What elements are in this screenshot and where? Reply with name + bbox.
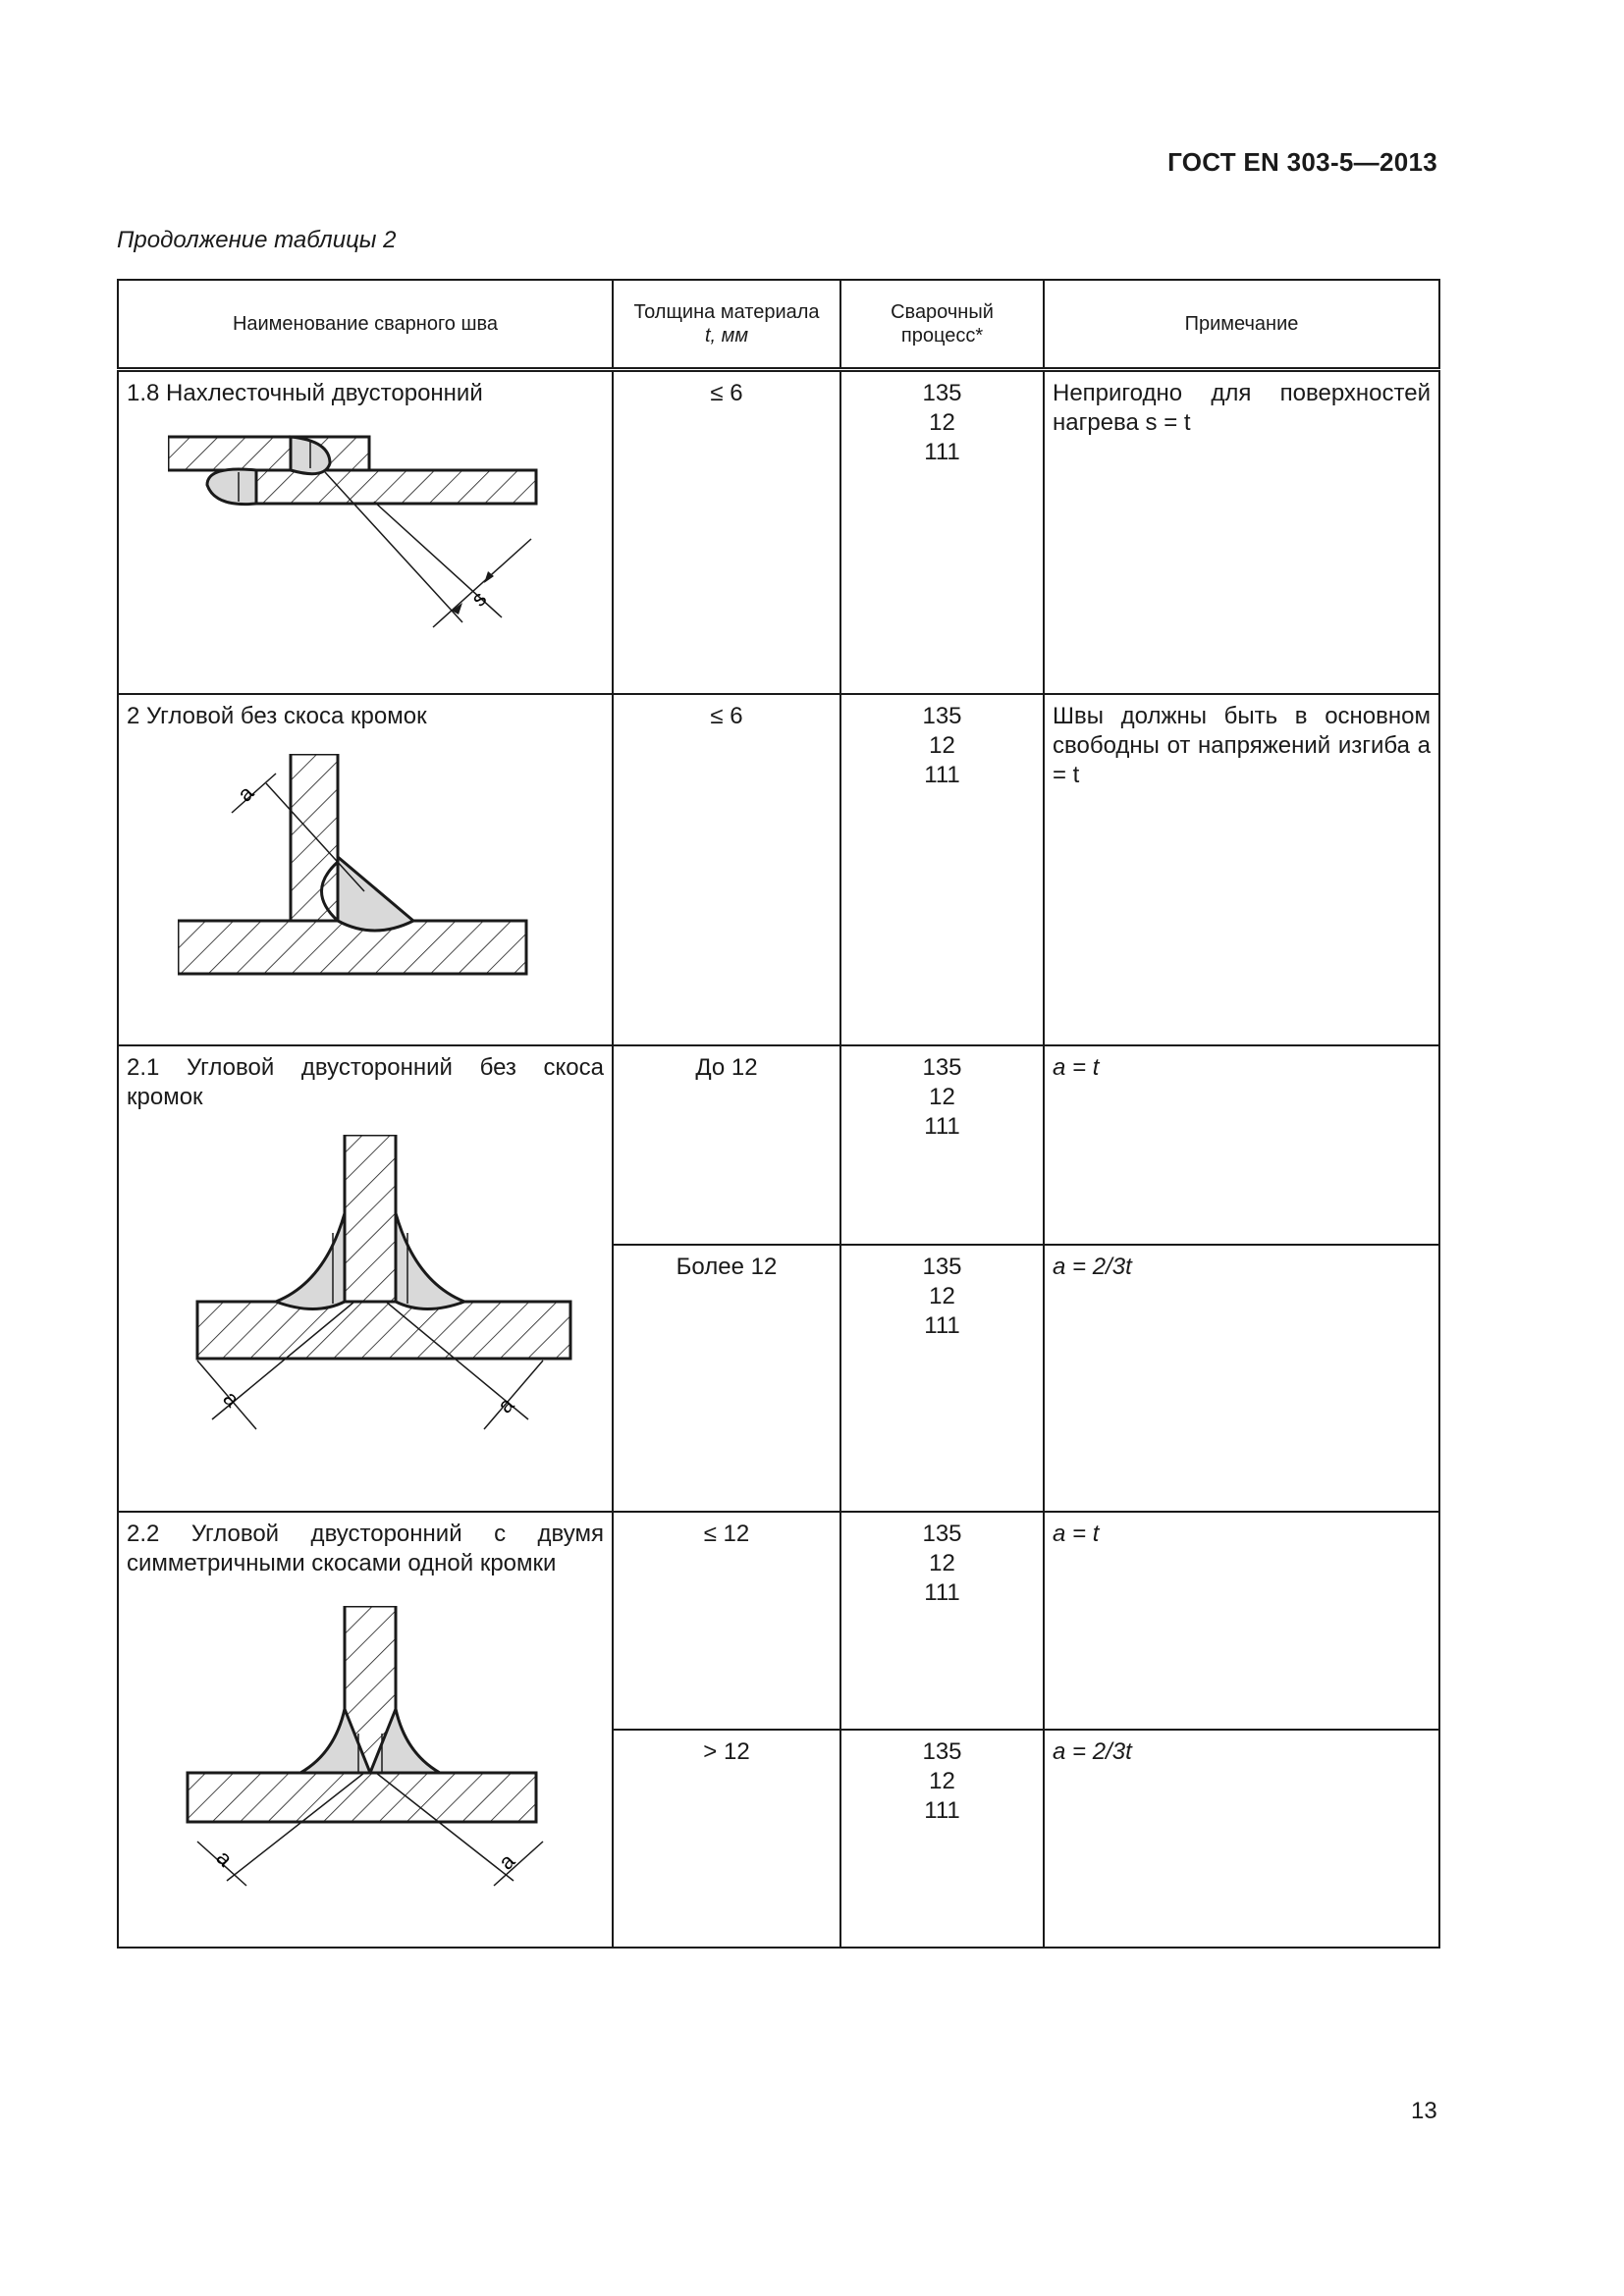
process-cell [840, 694, 1044, 1045]
page-number: 13 [1411, 2098, 1437, 2124]
note-cell [1044, 1045, 1439, 1245]
row-name: 2.2 Угловой двусторонний с двумя симметричными скосами одной кромки [127, 1520, 604, 1576]
double-fillet-weld-left-label: a [218, 1385, 244, 1412]
note-cell [1044, 370, 1439, 694]
thickness-value: До 12 [695, 1053, 758, 1081]
process-value: 111 [924, 761, 960, 788]
document-code: ГОСТ EN 303-5—2013 [1167, 147, 1437, 177]
table-row [118, 370, 1439, 694]
table-row [118, 694, 1439, 1045]
process-value: 135 [922, 1053, 962, 1081]
process-value: 135 [922, 1520, 962, 1547]
thickness-value: > 12 [703, 1737, 750, 1765]
header-process-line1: Сварочный [891, 301, 994, 323]
double-fillet-weld-right-label: a [492, 1391, 519, 1418]
note-formula: a = 2/3t [1053, 1253, 1132, 1280]
process-cell [840, 1045, 1044, 1245]
note-cell [1044, 1730, 1439, 1948]
row-name: 2.1 Угловой двусторонний без скоса кромок [127, 1053, 604, 1110]
thickness-cell [613, 1512, 840, 1730]
process-cell [840, 1245, 1044, 1512]
row-name: 2 Угловой без скоса кромок [127, 702, 427, 729]
process-cell [840, 1512, 1044, 1730]
table-row [118, 1512, 1439, 1730]
process-values [841, 372, 1043, 467]
table-row [118, 1045, 1439, 1245]
process-value: 111 [924, 1578, 960, 1606]
process-value: 135 [922, 702, 962, 729]
double-bevel-weld-figure [178, 1606, 570, 1891]
process-value: 12 [929, 1083, 955, 1110]
process-value: 111 [924, 439, 960, 465]
process-values [841, 1513, 1043, 1608]
process-value: 12 [929, 1549, 955, 1576]
thickness-value: ≤ 6 [710, 702, 743, 729]
header-thickness-line1: Толщина материала [633, 301, 820, 323]
thickness-value: Более 12 [676, 1253, 778, 1280]
thickness-cell [613, 370, 840, 694]
process-value: 111 [924, 1311, 960, 1339]
row-name-cell [118, 370, 613, 694]
process-value: 12 [929, 1282, 955, 1309]
header-process [840, 280, 1044, 370]
header-process-line2: процесс* [900, 325, 984, 347]
double-fillet-weld-figure [168, 1135, 580, 1449]
header-thickness-line2: t, мм [704, 325, 749, 347]
note-cell [1044, 694, 1439, 1045]
process-value: 135 [922, 1737, 962, 1765]
header-name: Наименование сварного шва [118, 280, 613, 370]
process-cell [840, 1730, 1044, 1948]
process-values [841, 1246, 1043, 1341]
row-name-cell [118, 1045, 613, 1512]
note-cell [1044, 1512, 1439, 1730]
process-value: 111 [924, 1112, 960, 1140]
process-value: 12 [929, 409, 955, 436]
thickness-cell [613, 694, 840, 1045]
note-formula: a = t [1053, 1053, 1100, 1081]
note-text: Непригодно для поверхностей нагрева s = t [1053, 380, 1431, 436]
thickness-cell [613, 1045, 840, 1245]
process-value: 12 [929, 731, 955, 759]
lap-weld-dimension-label: s [465, 586, 492, 612]
thickness-value: ≤ 6 [710, 380, 743, 406]
header-thickness [613, 280, 840, 370]
note-formula: a = 2/3t [1053, 1737, 1132, 1765]
table-caption: Продолжение таблицы 2 [117, 227, 397, 253]
note-cell [1044, 1245, 1439, 1512]
thickness-cell [613, 1730, 840, 1948]
double-bevel-weld-left-label: a [211, 1844, 238, 1871]
process-value: 12 [929, 1767, 955, 1794]
row-name-cell [118, 1512, 613, 1948]
weld-table [117, 279, 1440, 1949]
row-name-cell [118, 694, 613, 1045]
double-bevel-weld-right-label: a [493, 1847, 520, 1875]
thickness-value: ≤ 12 [703, 1520, 750, 1547]
thickness-cell [613, 1245, 840, 1512]
process-values [841, 1046, 1043, 1142]
fillet-weld-dimension-label: a [232, 779, 259, 807]
process-value: 135 [922, 380, 962, 406]
header-row [118, 280, 1439, 370]
row-name: 1.8 Нахлесточный двусторонний [127, 380, 483, 406]
process-value: 111 [924, 1796, 960, 1824]
process-cell [840, 370, 1044, 694]
process-values [841, 695, 1043, 790]
lap-weld-figure [168, 431, 561, 637]
process-value: 135 [922, 1253, 962, 1280]
note-text: Швы должны быть в основном свободны от напряжений изгиба a = t [1053, 702, 1431, 788]
note-formula: a = t [1053, 1520, 1100, 1547]
fillet-weld-figure [178, 754, 570, 1019]
header-note: Примечание [1044, 280, 1439, 370]
process-values [841, 1731, 1043, 1826]
